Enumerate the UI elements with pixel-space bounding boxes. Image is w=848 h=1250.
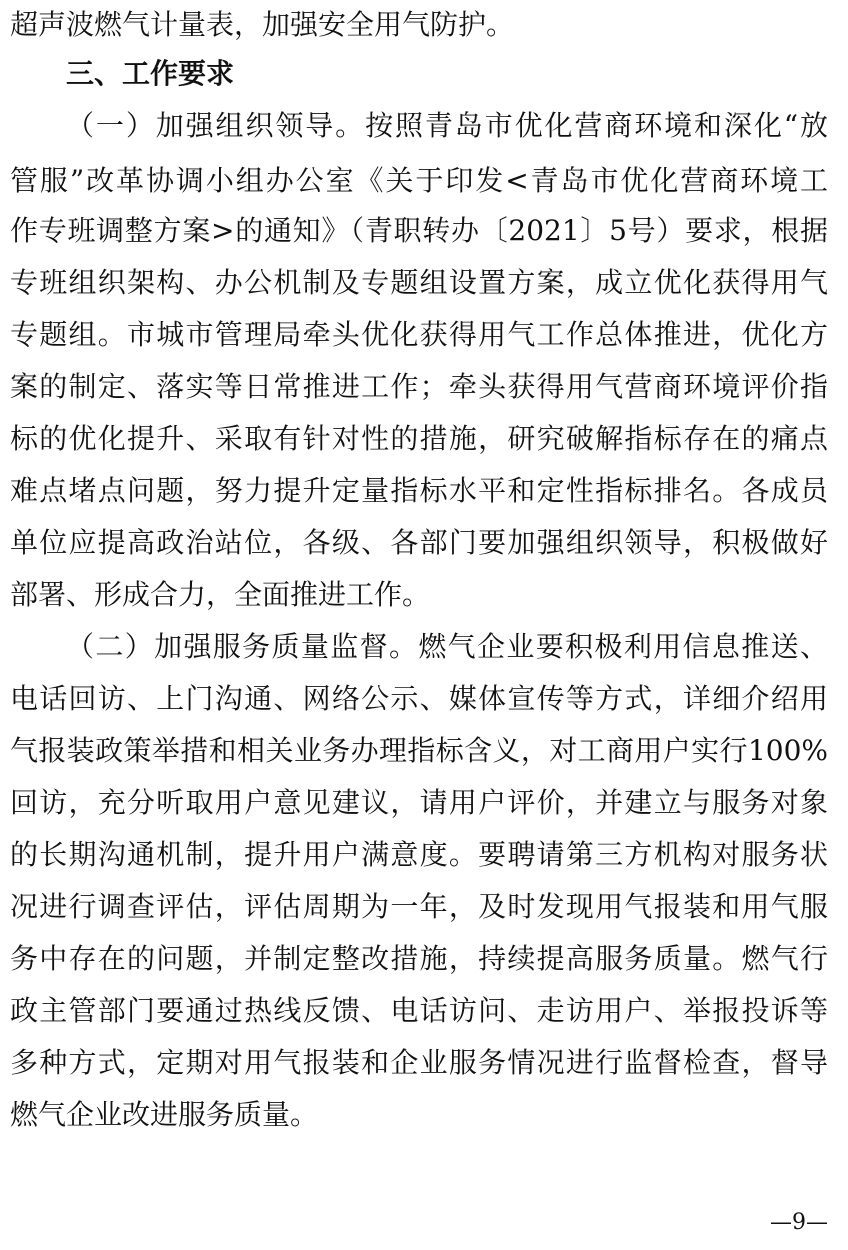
body-text-line: 专题组。市城市管理局牵头优化获得用气工作总体推进，优化方 bbox=[10, 318, 828, 351]
body-text-line: 的长期沟通机制，提升用户满意度。要聘请第三方机构对服务状 bbox=[10, 838, 828, 871]
body-text-line: 难点堵点问题，努力提升定量指标水平和定性指标排名。各成员 bbox=[10, 474, 828, 507]
body-text-line: 单位应提高政治站位，各级、各部门要加强组织领导，积极做好 bbox=[10, 526, 828, 559]
body-text-line: 况进行调查评估，评估周期为一年，及时发现用气报装和用气服 bbox=[10, 890, 828, 923]
page-number: —9— bbox=[770, 1210, 828, 1235]
section-heading: 三、工作要求 bbox=[66, 57, 235, 90]
body-text-line: 电话回访、上门沟通、网络公示、媒体宣传等方式，详细介绍用 bbox=[10, 682, 828, 715]
body-text-line: 案的制定、落实等日常推进工作；牵头获得用气营商环境评价指 bbox=[10, 370, 828, 403]
body-text-line: 政主管部门要通过热线反馈、电话访问、走访用户、举报投诉等 bbox=[10, 994, 828, 1027]
body-text-line: 气报装政策举措和相关业务办理指标含义，对工商用户实行100% bbox=[10, 734, 828, 767]
paragraph-first-line: （一）加强组织领导。按照青岛市优化营商环境和深化“放 bbox=[66, 109, 828, 142]
body-text-line: 标的优化提升、采取有针对性的措施，研究破解指标存在的痛点 bbox=[10, 422, 828, 455]
paragraph-first-line: （二）加强服务质量监督。燃气企业要积极利用信息推送、 bbox=[66, 630, 828, 663]
body-text-line: 多种方式，定期对用气报装和企业服务情况进行监督检查，督导 bbox=[10, 1046, 828, 1079]
body-text-line: 务中存在的问题，并制定整改措施，持续提高服务质量。燃气行 bbox=[10, 942, 828, 975]
body-text-line: 管服”改革协调小组办公室《关于印发<青岛市优化营商环境工 bbox=[10, 164, 828, 197]
body-text-line: 部署、形成合力，全面推进工作。 bbox=[10, 578, 431, 611]
body-text-line: 作专班调整方案>的通知》（青职转办〔2021〕5号）要求，根据 bbox=[10, 214, 828, 247]
body-text-line: 燃气企业改进服务质量。 bbox=[10, 1098, 319, 1131]
body-text-line: 超声波燃气计量表，加强安全用气防护。 bbox=[10, 8, 515, 41]
body-text-line: 专班组织架构、办公机制及专题组设置方案，成立优化获得用气 bbox=[10, 266, 828, 299]
body-text-line: 回访，充分听取用户意见建议，请用户评价，并建立与服务对象 bbox=[10, 786, 828, 819]
